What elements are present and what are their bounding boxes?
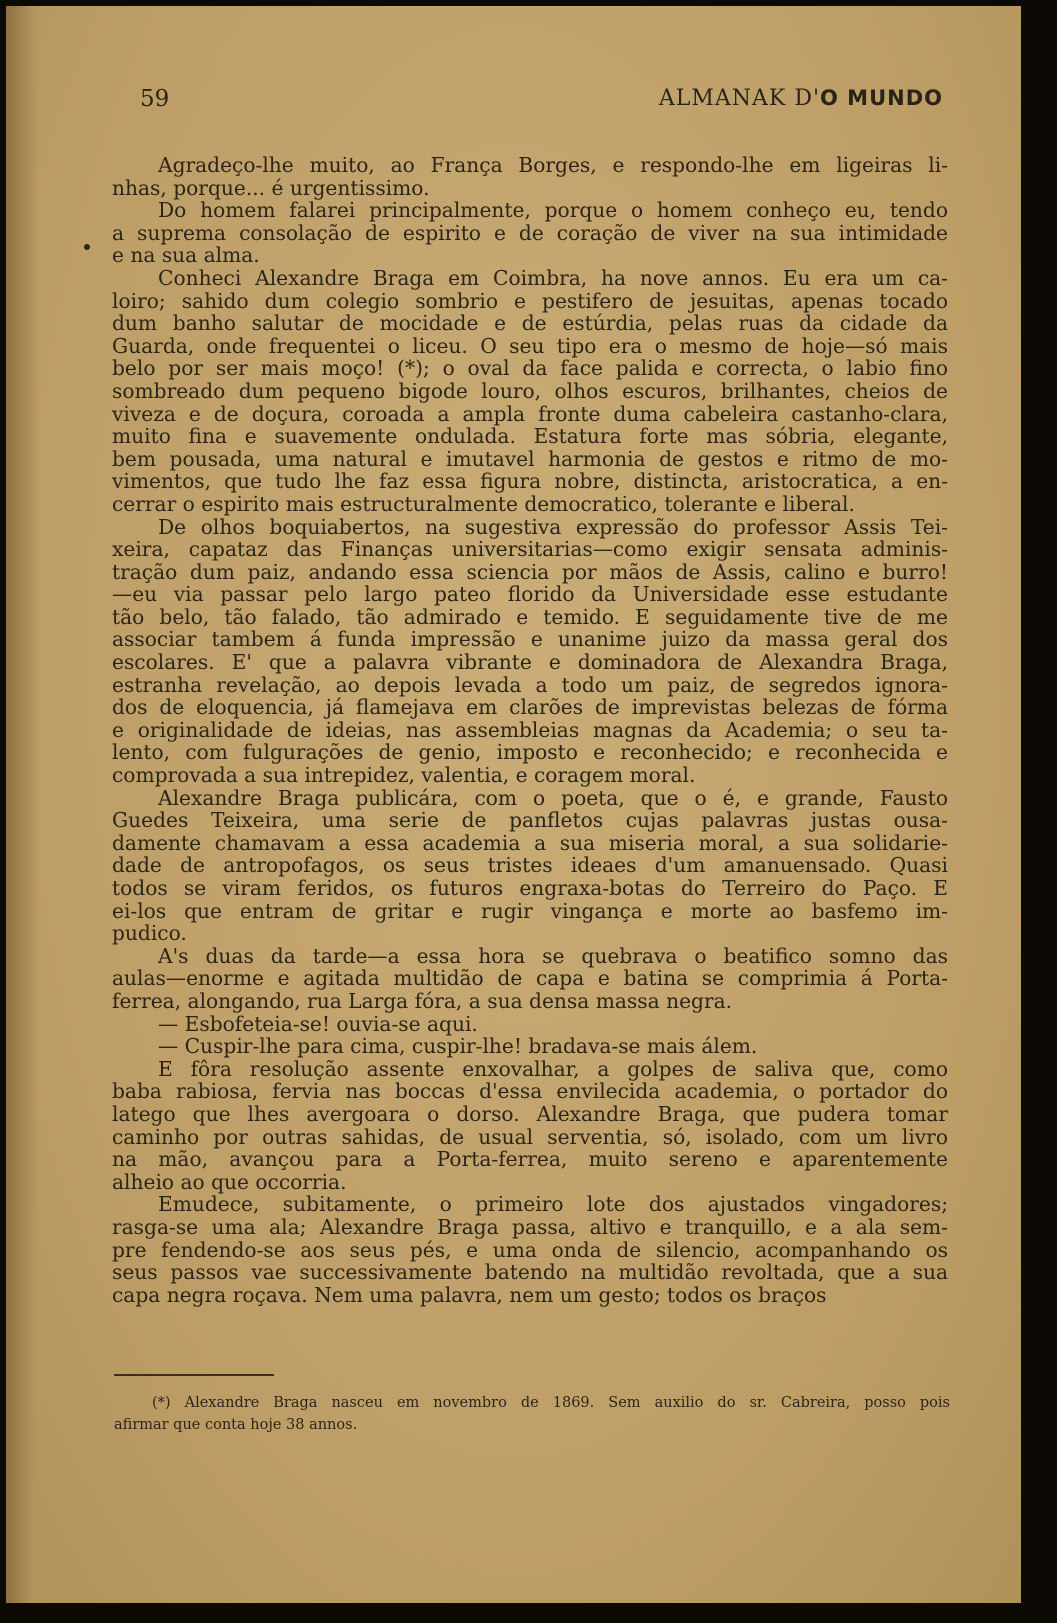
paragraph	[112, 1058, 948, 1194]
text-line: cerrar o espirito mais estructuralmente democratico, tolerante e liberal.	[112, 491, 855, 516]
text-line: xeira, capataz das Finanças universitarias—como exigir sensata adminis-	[112, 537, 948, 562]
text-line: pre fendendo-se aos seus pés, e uma onda de silencio, acompanhando os	[112, 1237, 948, 1262]
paragraph	[112, 945, 948, 1013]
text-line: Conheci Alexandre Braga em Coimbra, ha nove annos. Eu era um ca-	[158, 265, 948, 290]
paragraph	[112, 154, 948, 199]
running-head	[6, 86, 1021, 116]
page-spine-shadow	[6, 6, 40, 1603]
header-title	[659, 86, 943, 111]
text-line: e originalidade de ideias, nas assembleias magnas da Academia; o seu ta-	[112, 717, 948, 742]
text-line: Guedes Teixeira, uma serie de panfletos cujas palavras justas ousa-	[112, 808, 948, 833]
paragraph	[112, 1013, 948, 1036]
text-line: Emudece, subitamente, o primeiro lote dos ajustados vingadores;	[158, 1192, 948, 1217]
text-line: dos de eloquencia, já flamejava em clarões de imprevistas belezas de fórma	[112, 695, 948, 720]
paragraph	[112, 787, 948, 945]
footnote-line: afirmar que conta hoje 38 annos.	[114, 1417, 358, 1433]
text-line: A's duas da tarde—a essa hora se quebrava o beatifico somno das	[158, 943, 948, 968]
text-line: vimentos, que tudo lhe faz essa figura nobre, distincta, aristocratica, a en-	[112, 469, 948, 494]
text-line: capa negra roçava. Nem uma palavra, nem um gesto; todos os braços	[112, 1282, 827, 1307]
text-line: loiro; sahido dum colegio sombrio e pestifero de jesuitas, apenas tocado	[112, 288, 948, 313]
text-line: estranha revelação, ao depois levada a todo um paiz, de segredos ignora-	[112, 672, 948, 697]
text-line: — Esbofeteia-se! ouvia-se aqui.	[158, 1011, 478, 1036]
text-line: escolares. E' que a palavra vibrante e dominadora de Alexandra Braga,	[112, 650, 948, 675]
text-line: na mão, avançou para a Porta-ferrea, muito sereno e aparentemente	[112, 1147, 948, 1172]
footnote	[114, 1392, 950, 1436]
paragraph	[112, 516, 948, 787]
text-line: E fôra resolução assente enxovalhar, a golpes de saliva que, como	[158, 1056, 948, 1081]
text-line: muito fina e suavemente ondulada. Estatura forte mas sóbria, elegante,	[112, 424, 948, 449]
text-line: aulas—enorme e agitada multidão de capa e batina se comprimia á Porta-	[112, 966, 948, 991]
book-page	[6, 6, 1021, 1603]
text-line: tração dum paiz, andando essa sciencia por mãos de Assis, calino e burro!	[112, 559, 948, 584]
text-line: ei-los que entram de gritar e rugir vingança e morte ao basfemo im-	[112, 898, 948, 923]
paragraph	[112, 267, 948, 516]
text-line: associar tambem á funda impressão e unanime juizo da massa geral dos	[112, 627, 948, 652]
text-line: ferrea, alongando, rua Larga fóra, a sua densa massa negra.	[112, 988, 733, 1013]
header-title-brand: O MUNDO	[820, 86, 943, 110]
article-body	[112, 154, 948, 1306]
text-line: pudico.	[112, 921, 187, 946]
page-number: 59	[140, 86, 170, 112]
text-line: —eu via passar pelo largo pateo florido da Universidade esse estudante	[112, 582, 948, 607]
text-line: bem pousada, uma natural e imutavel harmonia de gestos e ritmo de mo-	[112, 446, 948, 471]
text-line: tão belo, tão falado, tão admirado e temido. E seguidamente tive de me	[112, 604, 948, 629]
text-line: De olhos boquiabertos, na sugestiva expressão do professor Assis Tei-	[158, 514, 948, 539]
footnote-line: (*) Alexandre Braga nasceu em novembro de 1869. Sem auxilio do sr. Cabreira, posso pois	[152, 1395, 950, 1411]
text-line: e na sua alma.	[112, 243, 260, 268]
text-line: latego que lhes avergoara o dorso. Alexandre Braga, que pudera tomar	[112, 1101, 948, 1126]
footnote-rule	[114, 1374, 274, 1376]
text-line: lento, com fulgurações de genio, imposto e reconhecido; e reconhecida e	[112, 740, 948, 765]
text-line: dade de antropofagos, os seus tristes ideaes d'um amanuensado. Quasi	[112, 853, 948, 878]
text-line: Agradeço-lhe muito, ao França Borges, e respondo-lhe em ligeiras li-	[158, 153, 948, 177]
text-line: nhas, porque... é urgentissimo.	[112, 175, 430, 200]
text-line: caminho por outras sahidas, de usual serventia, só, isolado, com um livro	[112, 1124, 948, 1149]
text-line: — Cuspir-lhe para cima, cuspir-lhe! bradava-se mais álem.	[158, 1034, 758, 1059]
text-line: todos se viram feridos, os futuros engraxa-botas do Terreiro do Paço. E	[112, 876, 948, 900]
text-line: baba rabiosa, fervia nas boccas d'essa envilecida academia, o portador do	[112, 1079, 948, 1104]
header-title-prefix: ALMANAK D'	[658, 86, 821, 111]
text-line: sombreado dum pequeno bigode louro, olhos escuros, brilhantes, cheios de	[112, 378, 948, 403]
text-line: belo por ser mais moço! (*); o oval da face palida e correcta, o labio fino	[112, 356, 948, 381]
text-line: a suprema consolação de espirito e de coração de viver na sua intimidade	[112, 220, 948, 245]
margin-mark	[84, 244, 90, 250]
text-line: alheio ao que occorria.	[112, 1169, 347, 1194]
text-line: dum banho salutar de mocidade e de estúrdia, pelas ruas da cidade da	[112, 311, 948, 336]
text-line: seus passos vae successivamente batendo na multidão revoltada, que a sua	[112, 1260, 948, 1285]
paragraph	[112, 1035, 948, 1058]
text-line: viveza e de doçura, coroada a ampla fronte duma cabeleira castanho-clara,	[112, 401, 948, 426]
text-line: comprovada a sua intrepidez, valentia, e coragem moral.	[112, 763, 696, 788]
text-line: Do homem falarei principalmente, porque o homem conheço eu, tendo	[158, 198, 948, 223]
text-line: Alexandre Braga publicára, com o poeta, que o é, e grande, Fausto	[158, 785, 948, 810]
paragraph	[112, 1193, 948, 1306]
text-line: Guarda, onde frequentei o liceu. O seu tipo era o mesmo de hoje—só mais	[112, 333, 948, 358]
text-line: rasga-se uma ala; Alexandre Braga passa, altivo e tranquillo, e a ala sem-	[112, 1214, 948, 1239]
paragraph	[112, 199, 948, 267]
text-line: damente chamavam a essa academia a sua miseria moral, a sua solidarie-	[112, 830, 948, 855]
